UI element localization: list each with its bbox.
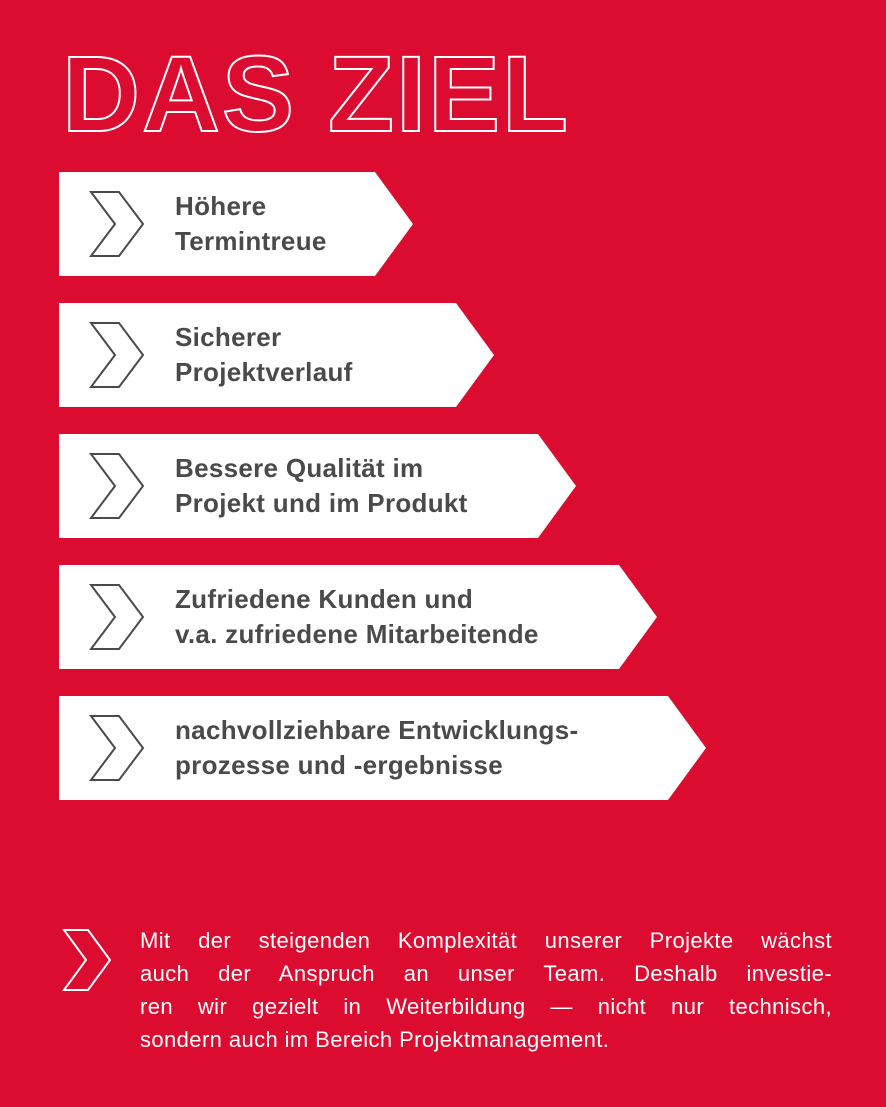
footer-line: auch der Anspruch an unser Team. Deshalb investie- — [140, 961, 832, 986]
footer-paragraph — [140, 924, 832, 1056]
footer-line: sondern auch im Bereich Projektmanagement. — [140, 1027, 610, 1052]
goal-item-line-1: Bessere Qualität im — [175, 453, 424, 483]
goal-item-4 — [59, 565, 657, 669]
goal-item-line-1: Zufriedene Kunden und — [175, 584, 474, 614]
goal-item-line-2: Termintreue — [175, 226, 327, 256]
goal-item-line-1: nachvollziehbare Entwicklungs- — [175, 715, 579, 745]
chevron-right-icon — [89, 452, 145, 520]
goal-item-text — [175, 565, 539, 669]
footer-line: ren wir gezielt in Weiterbildung — nicht nur technisch, — [140, 994, 832, 1019]
goal-item-line-1: Sicherer — [175, 322, 282, 352]
chevron-right-icon — [89, 583, 145, 651]
goal-item-line-2: v.a. zufriedene Mitarbeitende — [175, 619, 539, 649]
chevron-right-icon — [62, 928, 112, 992]
goal-item-2 — [59, 303, 494, 407]
chevron-right-icon — [89, 714, 145, 782]
goal-item-text — [175, 696, 578, 800]
footer-line: Mit der steigenden Komplexität unserer Projekte wächst — [140, 928, 832, 953]
page-title: DAS ZIEL — [62, 33, 571, 154]
goal-item-line-2: Projekt und im Produkt — [175, 488, 468, 518]
chevron-right-icon — [89, 190, 145, 258]
goal-item-line-1: Höhere — [175, 191, 267, 221]
chevron-right-icon — [89, 321, 145, 389]
goal-item-5 — [59, 696, 706, 800]
goal-item-text — [175, 303, 353, 407]
goal-item-text — [175, 434, 468, 538]
goal-item-text — [175, 172, 327, 276]
goal-item-1 — [59, 172, 413, 276]
goal-item-3 — [59, 434, 576, 538]
goal-item-line-2: Projektverlauf — [175, 357, 353, 387]
goal-item-line-2: prozesse und -ergebnisse — [175, 750, 503, 780]
